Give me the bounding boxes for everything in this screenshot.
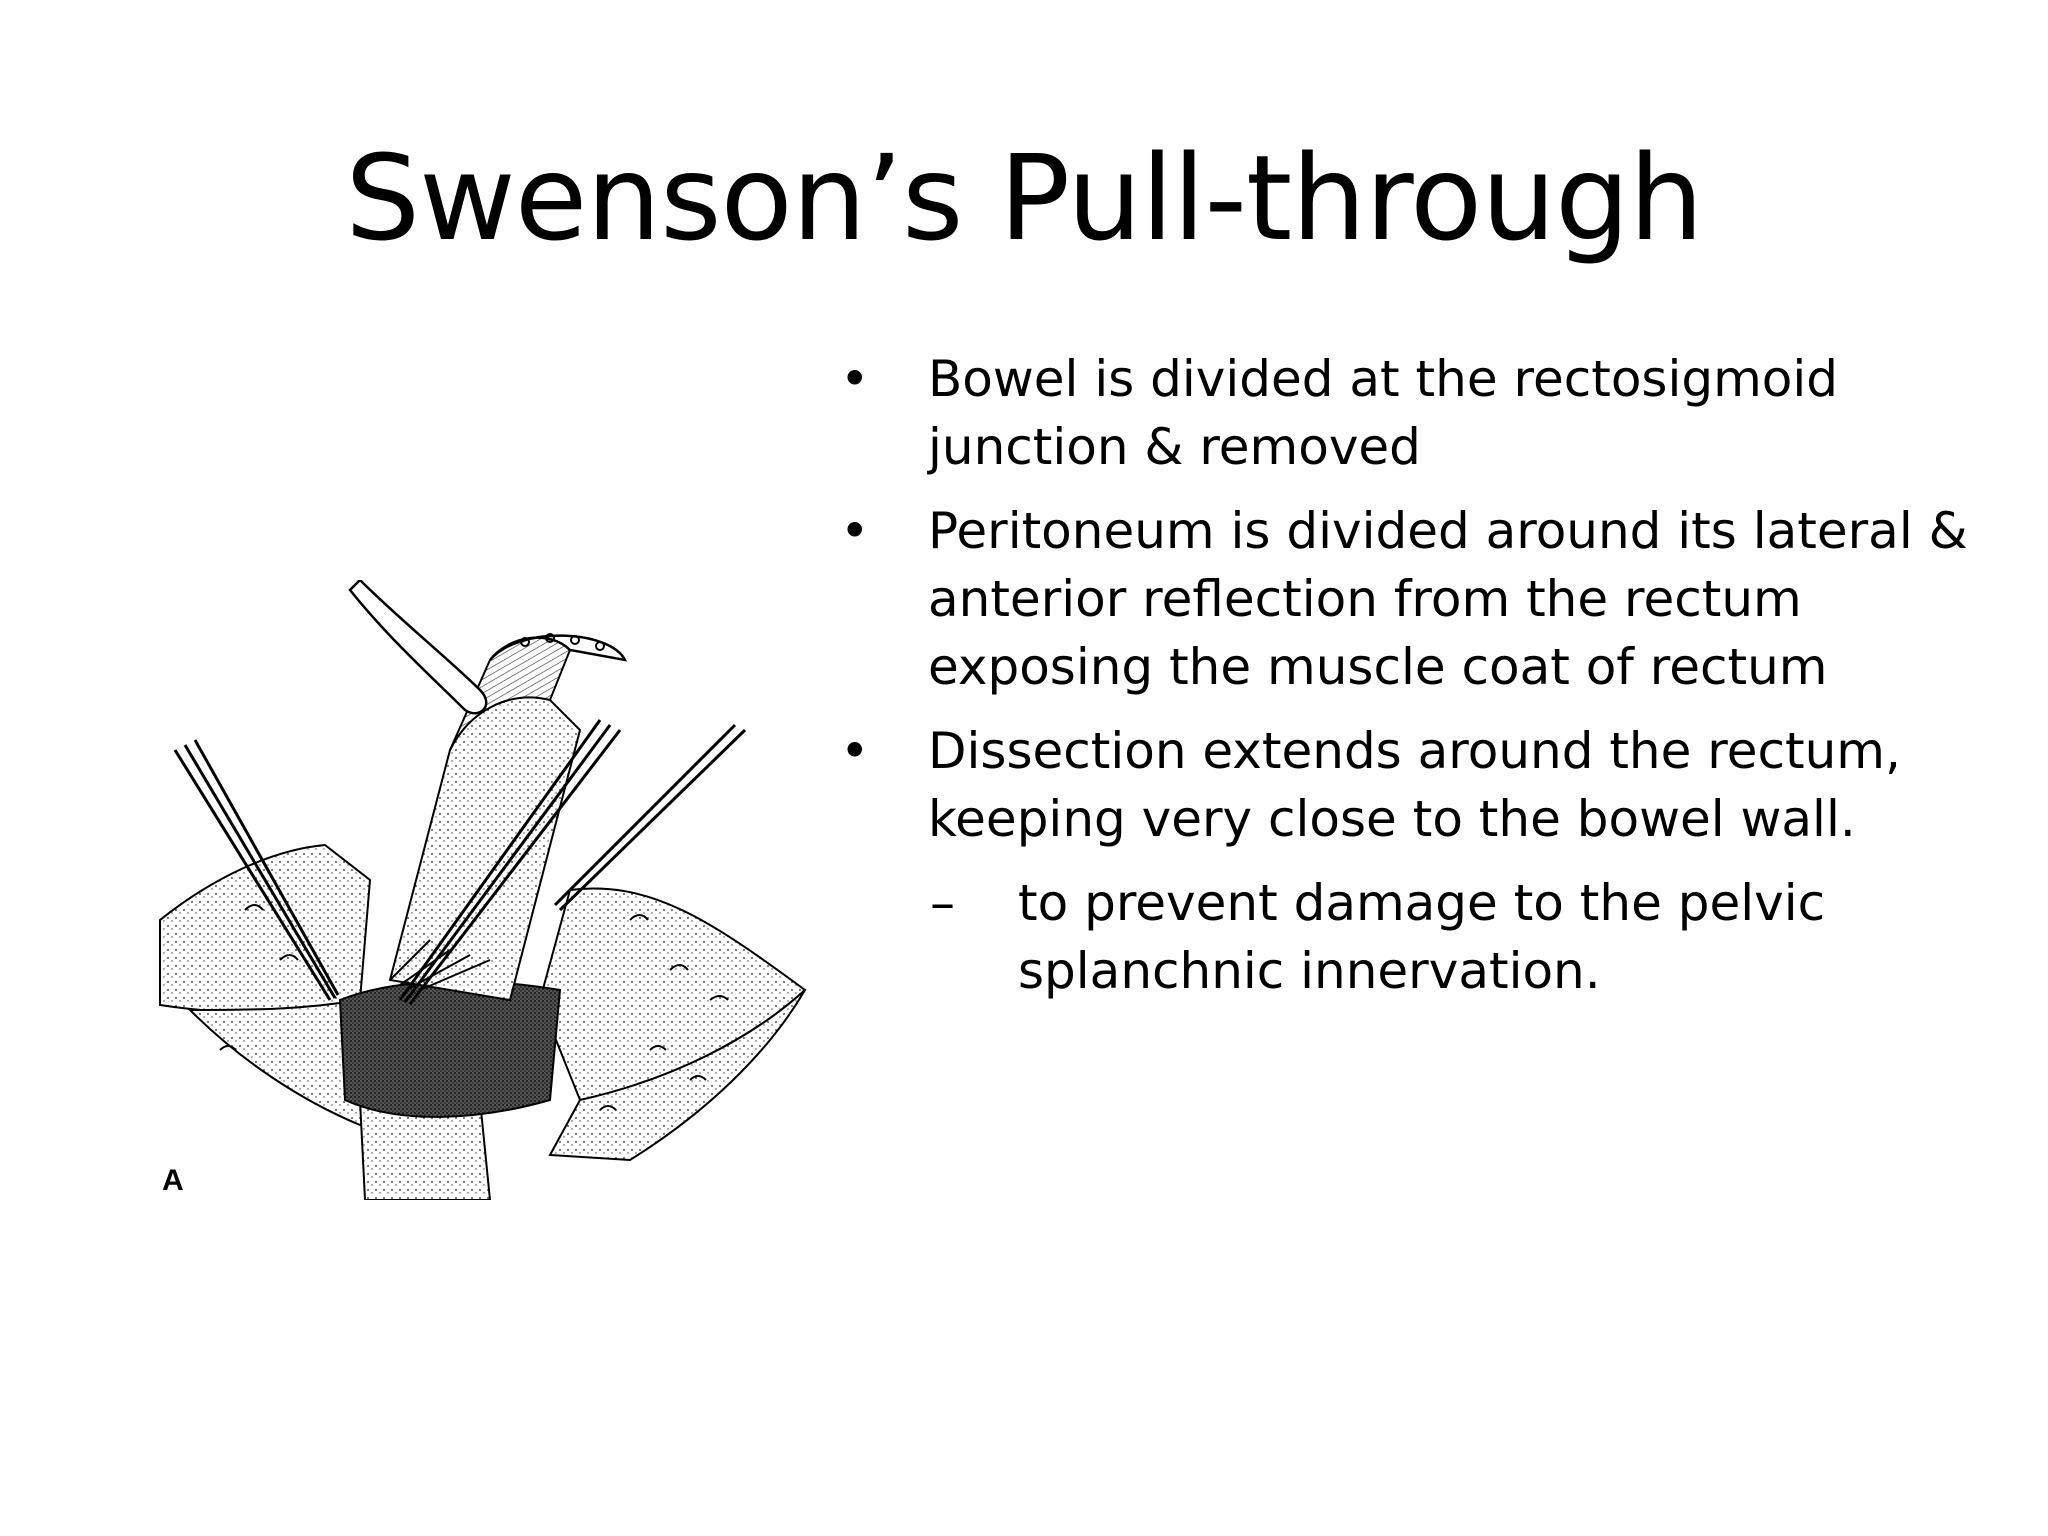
sub-bullet-item (840, 869, 1980, 1005)
sub-bullet-text: to prevent damage to the pelvic splanchnic innervation. (1018, 874, 1826, 1000)
bullet-marker: • (840, 502, 870, 560)
bullet-list (840, 345, 1980, 1021)
bullet-text: Dissection extends around the rectum, keeping very close to the bowel wall. (928, 722, 1901, 848)
bullet-text: Bowel is divided at the rectosigmoid junction & removed (928, 350, 1839, 476)
bullet-item (840, 497, 1980, 701)
bullet-text: Peritoneum is divided around its lateral & anterior reflection from the rectum exposing the muscle coat of rectum (928, 502, 1968, 696)
bullet-item (840, 345, 1980, 481)
figure-label: A (162, 1164, 184, 1197)
surgical-illustration-icon (150, 580, 810, 1200)
slide-title: Swenson’s Pull-through (345, 129, 1703, 267)
sub-bullet-marker: – (930, 874, 955, 932)
bullet-marker: • (840, 722, 870, 780)
bullet-marker: • (840, 350, 870, 408)
bullet-item (840, 717, 1980, 853)
surgical-figure (150, 580, 810, 1200)
